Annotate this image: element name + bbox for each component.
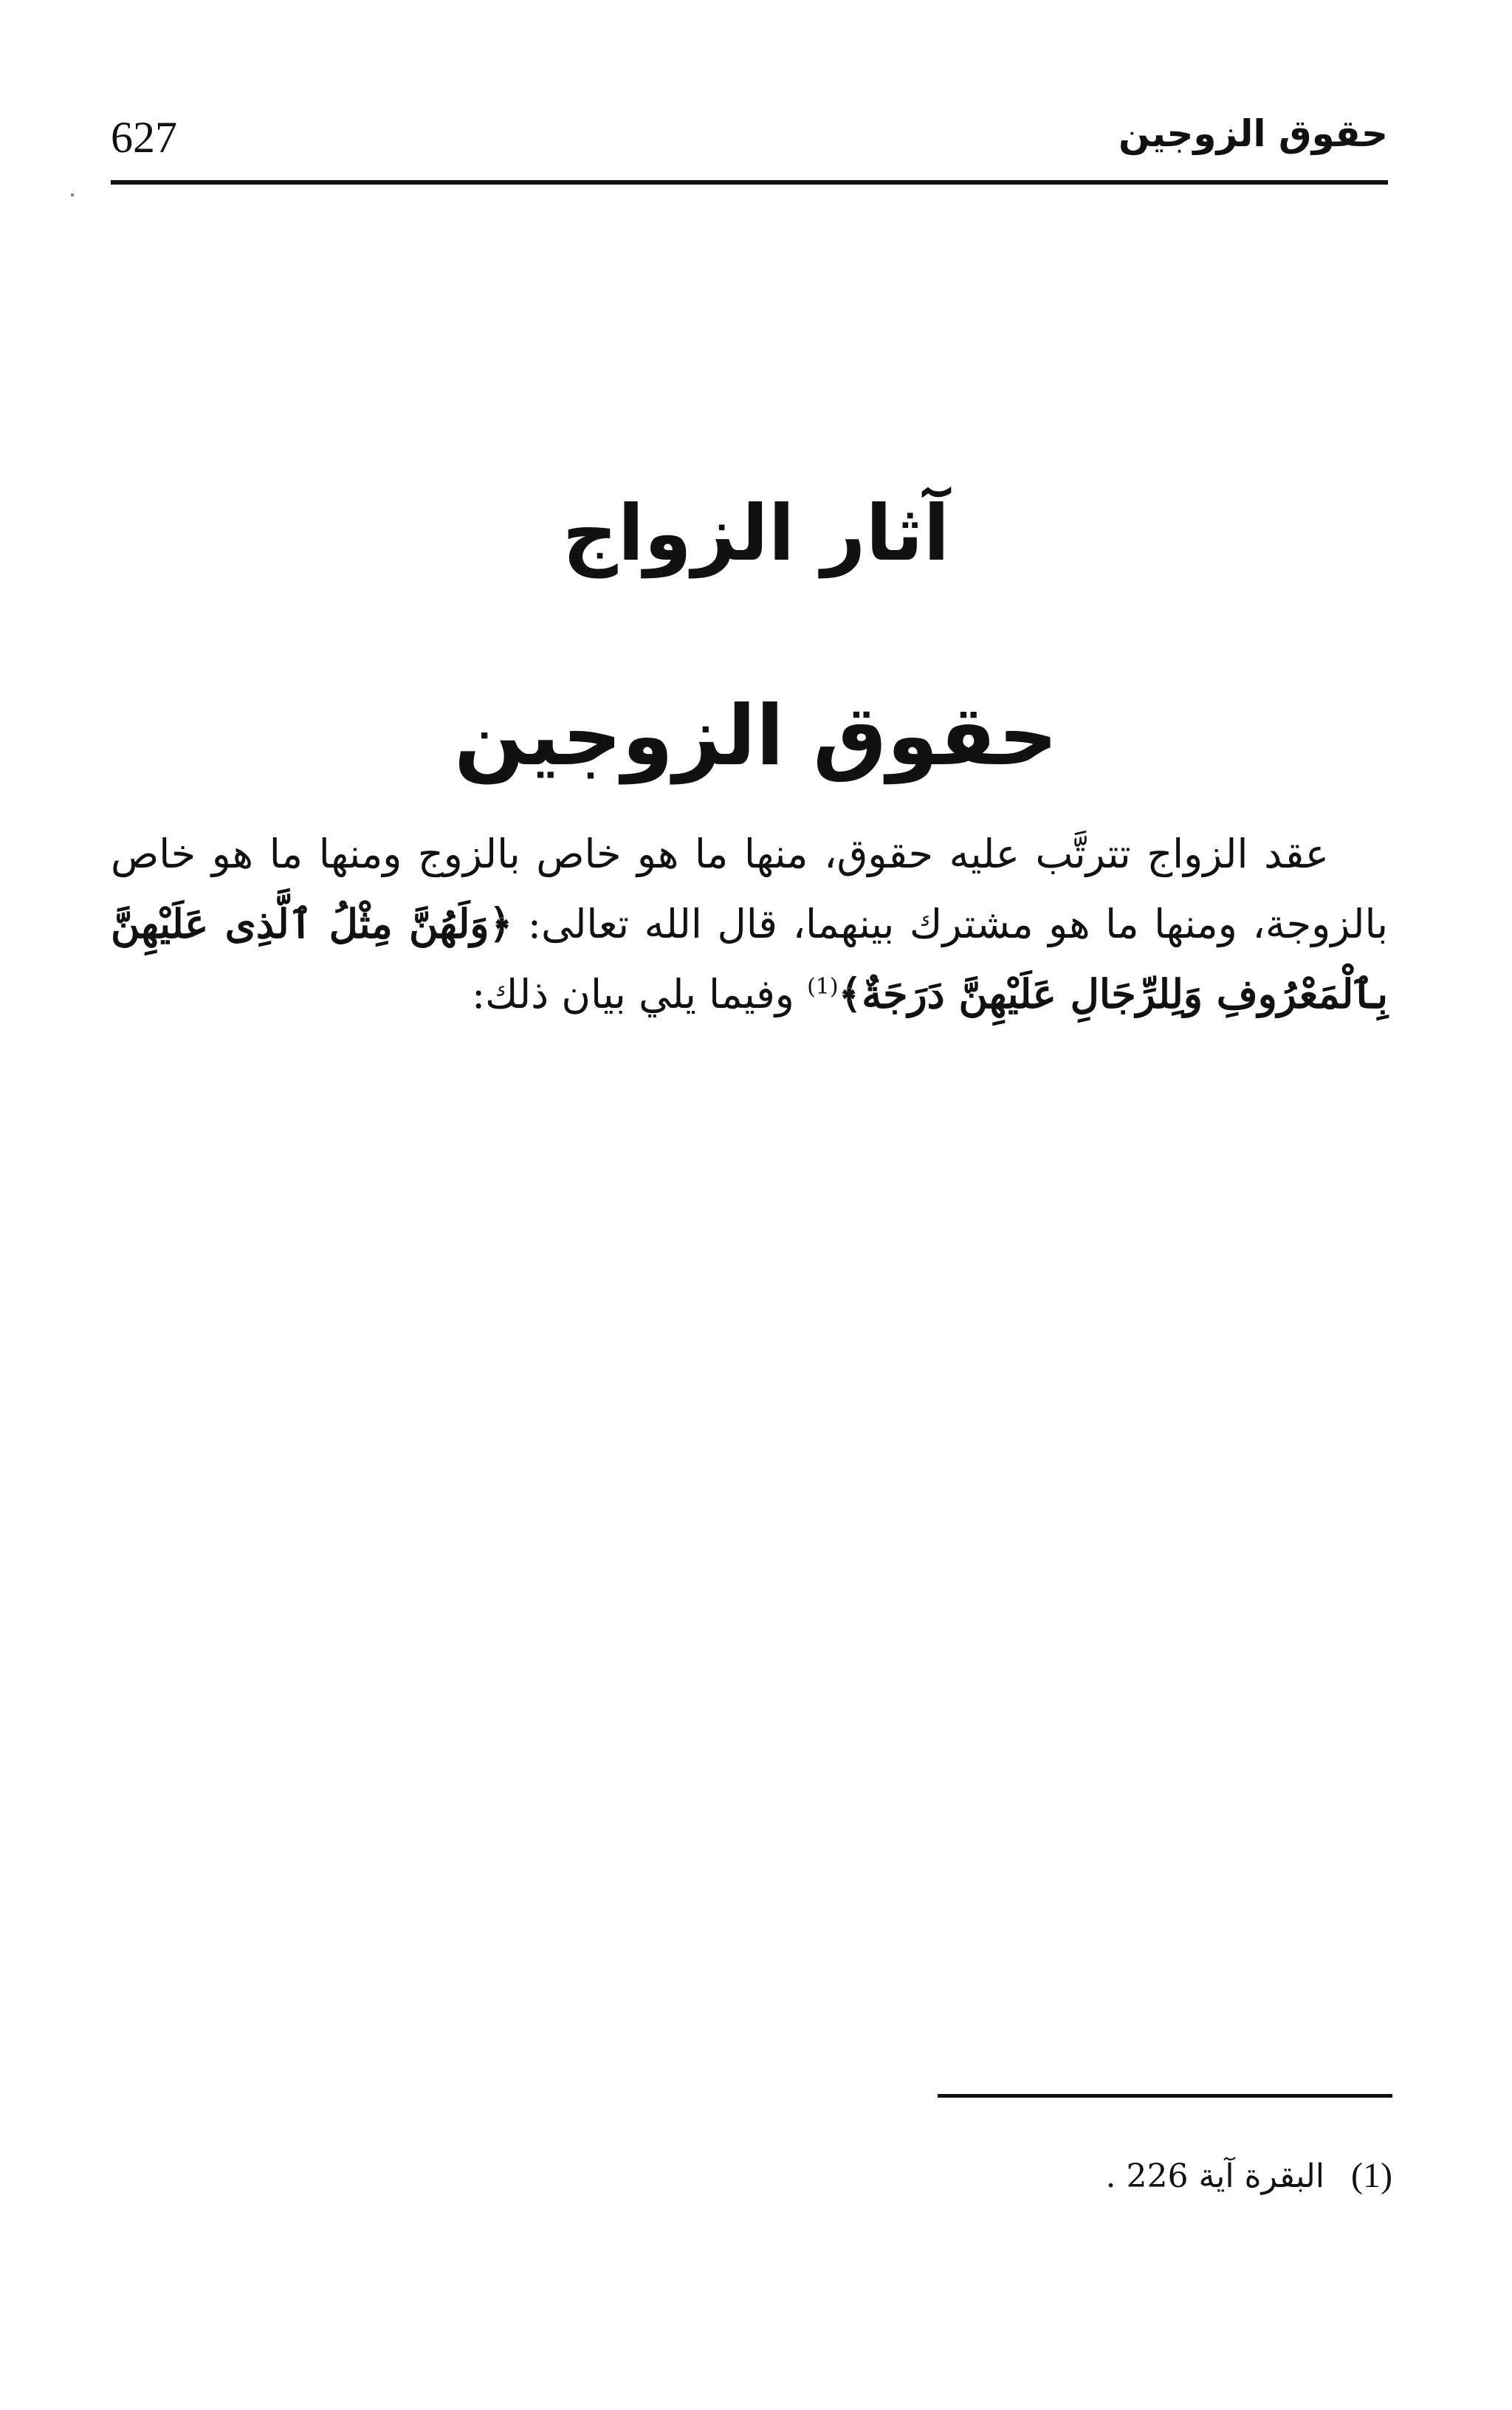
footnote-text: البقرة آية 226 . xyxy=(1105,2157,1325,2195)
chapter-title: آثار الزواج xyxy=(562,488,950,578)
footnote-reference[interactable]: (1) xyxy=(807,974,839,1000)
quran-bracket-open: ﴿ xyxy=(489,900,513,947)
footnote-marker: (1) xyxy=(1351,2156,1392,2195)
section-title: حقوق الزوجين xyxy=(454,688,1058,784)
quran-bracket-close: ﴾ xyxy=(838,970,862,1017)
footnote-1 xyxy=(1106,2155,1392,2197)
footnote-rule xyxy=(938,2094,1392,2098)
intro-text: عقد الزواج تترتَّب عليه حقوق، منها ما هو خاص بالزوج ومنها ما هو خاص بالزوجة، ومنها ما هو مشترك بينهما، قال الله تعالى: xyxy=(111,831,1388,947)
outro-text: وفيما يلي بيان ذلك: xyxy=(471,971,808,1017)
page-number: 627 xyxy=(111,113,177,162)
header-rule xyxy=(111,180,1388,185)
running-header xyxy=(111,111,1388,185)
running-title: حقوق الزوجين xyxy=(1118,112,1388,155)
scan-speck xyxy=(71,193,74,196)
quran-verse: وَلَهُنَّ مِثْلُ ٱلَّذِى عَلَيْهِنَّ بِٱلْمَعْرُوفِ وَلِلرِّجَالِ عَلَيْهِنَّ دَرَجَةٌ xyxy=(111,900,1388,1017)
body-paragraph xyxy=(111,820,1388,1029)
